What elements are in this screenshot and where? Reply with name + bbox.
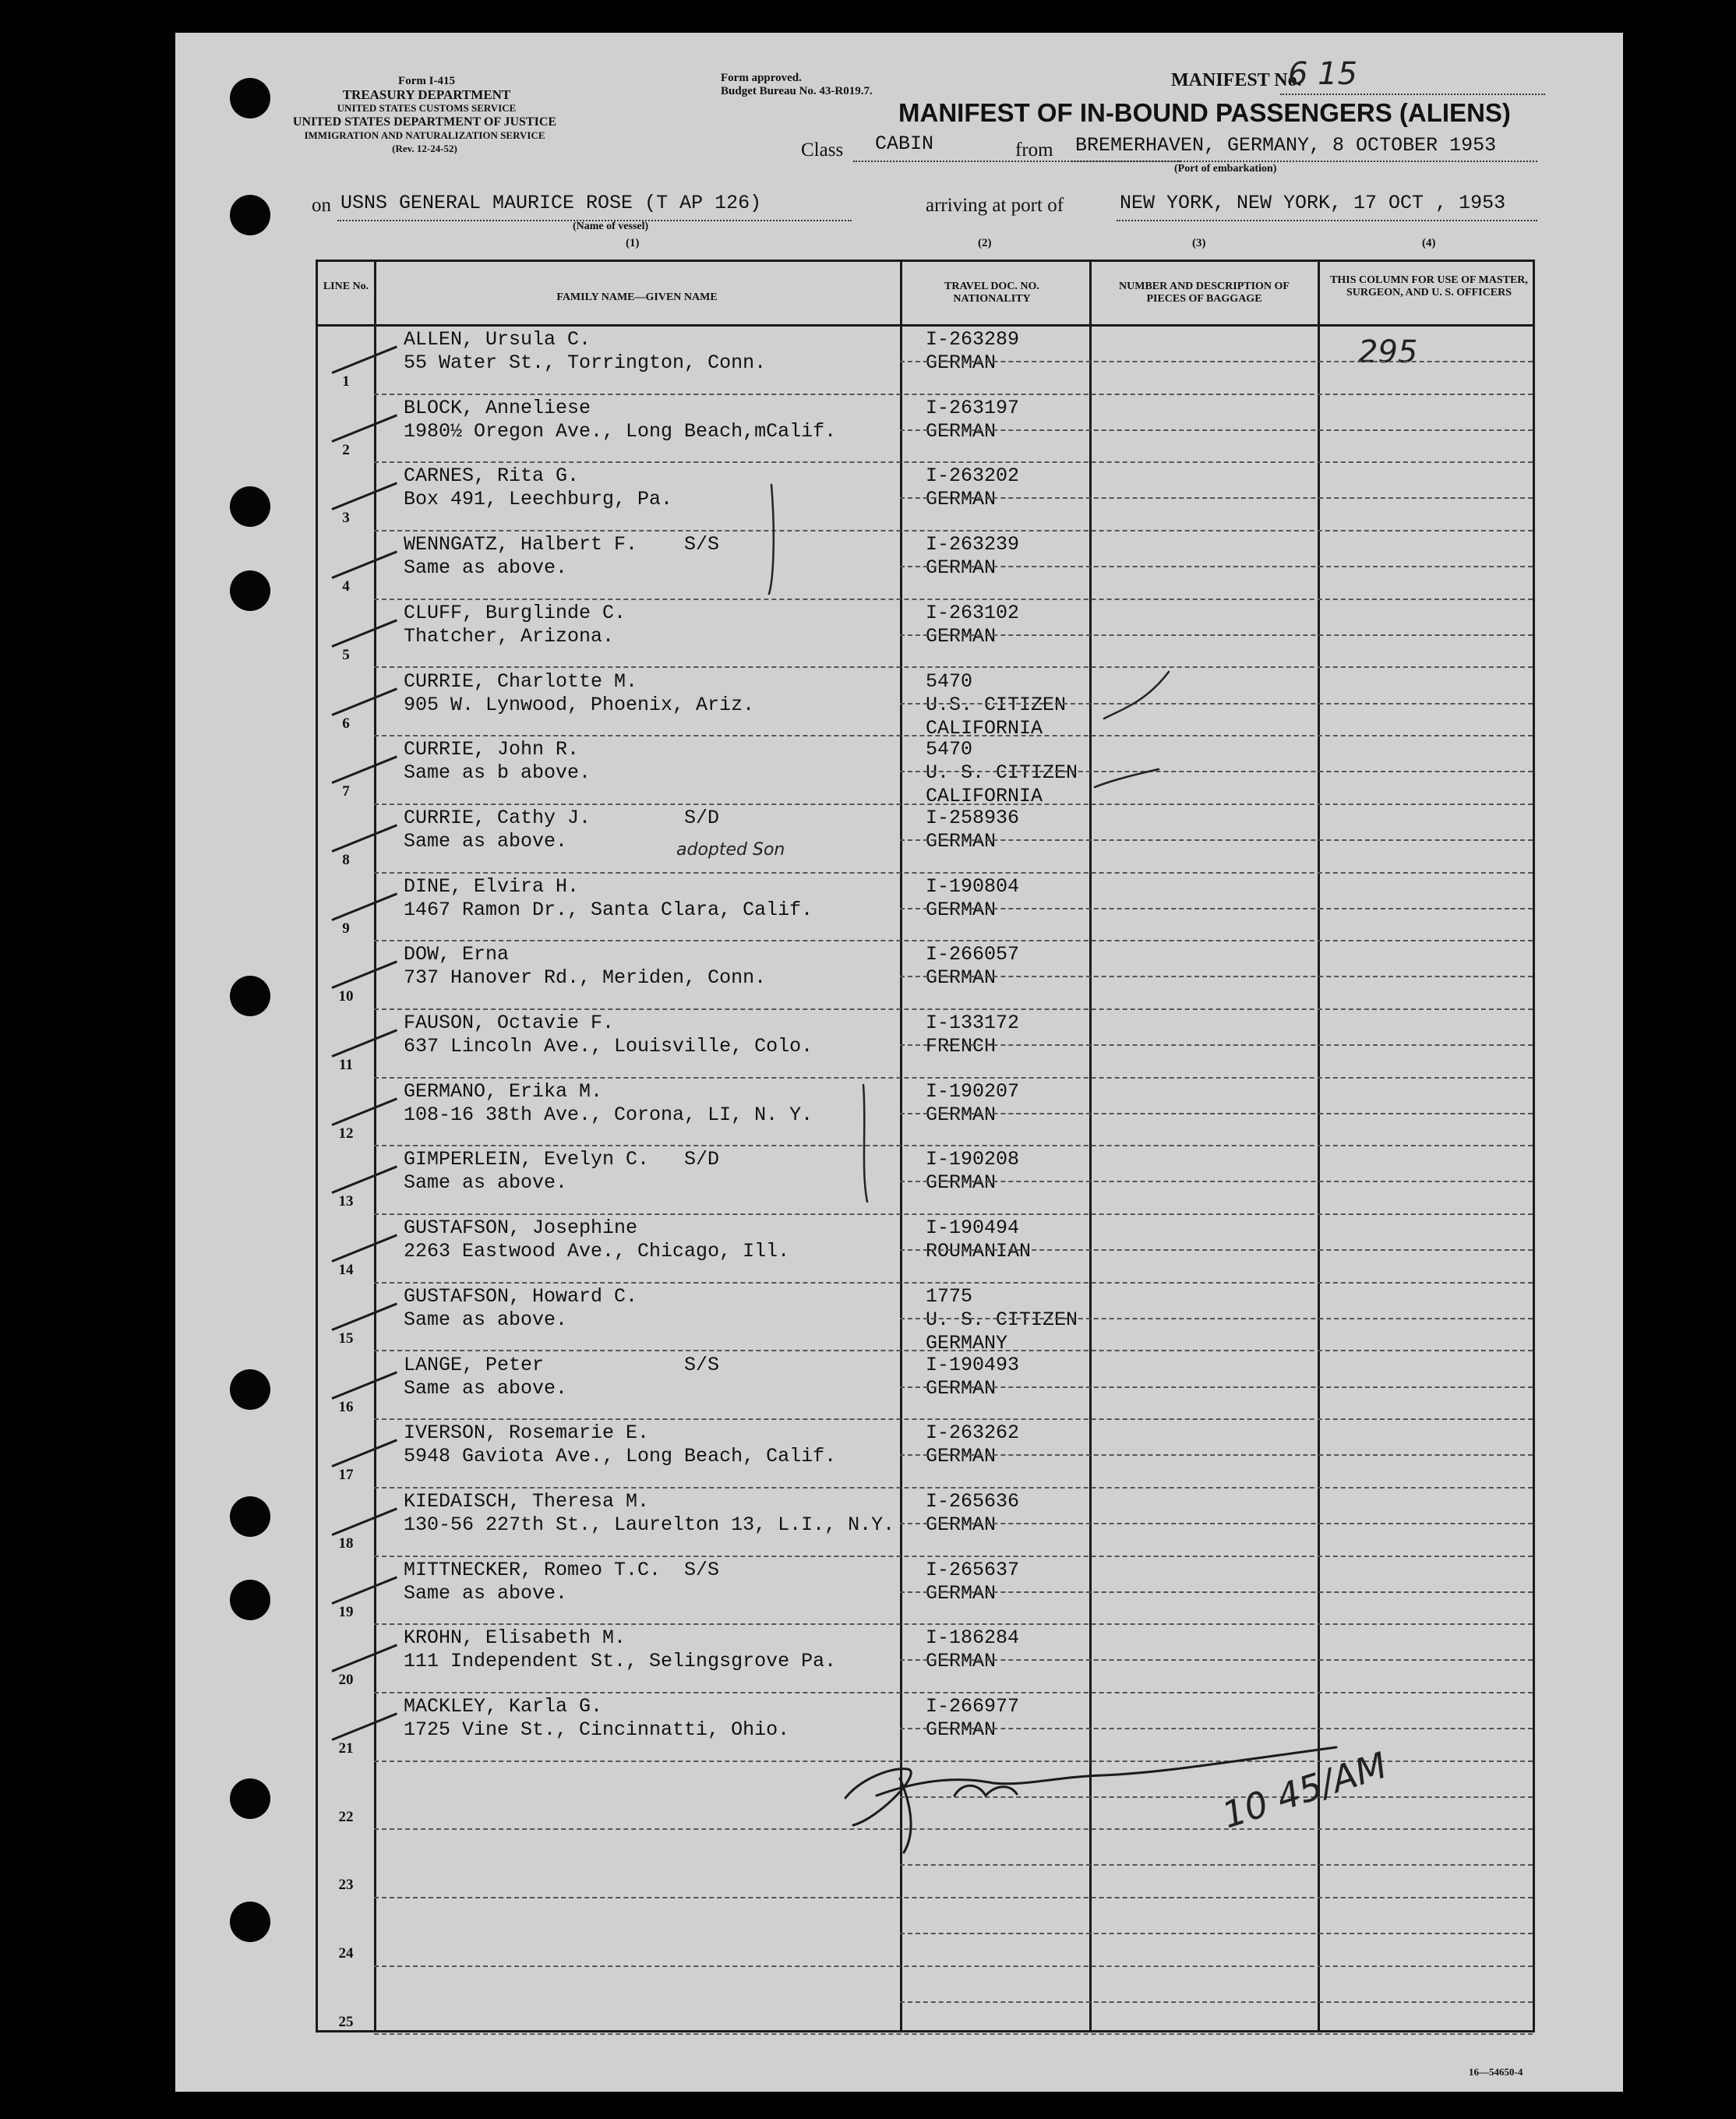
embarkation-caption: (Port of embarkation) [1174, 163, 1277, 175]
customs-service: UNITED STATES CUSTOMS SERVICE [337, 102, 517, 114]
officer-mark: 295 [1358, 334, 1418, 370]
signature-mark [845, 1747, 1336, 1852]
passenger-name: MACKLEY, Karla G. [404, 1695, 603, 1718]
travel-doc-number: I-190207 [926, 1079, 1020, 1103]
travel-doc-number: I-265637 [926, 1558, 1020, 1581]
passenger-address: Same as above. [404, 1376, 568, 1400]
line-number: 17 [338, 1467, 354, 1484]
passenger-name: KIEDAISCH, Theresa M. [404, 1489, 650, 1513]
nationality: GERMAN [926, 1650, 997, 1673]
relation-note: S/S [684, 1558, 720, 1581]
passenger-address: Same as above. [404, 1581, 568, 1605]
passenger-address: 130-56 227th St., Laurelton 13, L.I., N.Y. [404, 1513, 895, 1536]
passenger-address: 5948 Gaviota Ave., Long Beach, Calif. [404, 1445, 837, 1468]
form-revision: (Rev. 12-24-52) [392, 143, 457, 154]
from-label: from [1015, 140, 1053, 161]
passenger-address: 1980½ Oregon Ave., Long Beach,mCalif. [404, 419, 837, 443]
passenger-address: 737 Hanover Rd., Meriden, Conn. [404, 966, 767, 990]
passenger-name: GIMPERLEIN, Evelyn C. [404, 1148, 650, 1171]
time-note: 10 45/AM [1216, 1743, 1392, 1837]
travel-doc-number: 5470 [926, 669, 973, 693]
col-number-3: (3) [1192, 237, 1206, 249]
ins-service: IMMIGRATION AND NATURALIZATION SERVICE [304, 129, 545, 141]
travel-doc-number: I-190208 [926, 1148, 1020, 1171]
col-number-2: (2) [978, 237, 992, 249]
passenger-name: CURRIE, John R. [404, 738, 580, 761]
relation-note: S/S [684, 1353, 720, 1376]
col-header-officers: THIS COLUMN FOR USE OF MASTER, SURGEON, AND U. S. OFFICERS [1330, 274, 1528, 298]
manifest-label: MANIFEST No. [1171, 70, 1302, 90]
line-number: 16 [338, 1398, 354, 1415]
col-header-family-name: FAMILY NAME—GIVEN NAME [556, 291, 718, 303]
nationality: GERMAN [926, 488, 997, 511]
justice-dept: UNITED STATES DEPARTMENT OF JUSTICE [292, 115, 557, 129]
line-number: 4 [342, 578, 350, 595]
line-number: 2 [342, 441, 350, 458]
nationality: ROUMANIAN [926, 1240, 1032, 1263]
passenger-name: BLOCK, Anneliese [404, 396, 591, 419]
passenger-name: DINE, Elvira H. [404, 874, 580, 898]
travel-doc-number: I-266977 [926, 1695, 1020, 1718]
relation-note: S/D [684, 1148, 720, 1171]
passenger-address: Box 491, Leechburg, Pa. [404, 488, 673, 511]
signature-stroke [954, 1785, 1017, 1796]
passenger-address: 1467 Ramon Dr., Santa Clara, Calif. [404, 898, 813, 921]
nationality-detail: CALIFORNIA [926, 785, 1043, 808]
print-code: 16—54650-4 [1469, 2066, 1523, 2078]
nationality: GERMAN [926, 1171, 997, 1195]
col-number-4: (4) [1422, 237, 1436, 249]
line-number: 10 [338, 988, 354, 1005]
line-number: 21 [338, 1740, 354, 1757]
nationality: GERMAN [926, 1581, 997, 1605]
line-number: 15 [338, 1330, 354, 1347]
relation-note: S/S [684, 533, 720, 556]
arrival-value: NEW YORK, NEW YORK, 17 OCT , 1953 [1120, 192, 1506, 214]
line-number: 8 [342, 851, 350, 868]
travel-doc-number: I-133172 [926, 1012, 1020, 1034]
passenger-address: Thatcher, Arizona. [404, 624, 615, 648]
passenger-address: Same as above. [404, 1308, 568, 1331]
col-number-1: (1) [626, 237, 640, 249]
on-label: on [312, 195, 331, 216]
nationality: GERMAN [926, 966, 997, 990]
passenger-name: CARNES, Rita G. [404, 464, 580, 488]
nationality: GERMAN [926, 1513, 997, 1536]
line-number: 11 [339, 1057, 353, 1073]
line-number: 1 [342, 373, 350, 390]
nationality: GERMAN [926, 1103, 997, 1126]
nationality: GERMAN [926, 1718, 997, 1741]
nationality: GERMAN [926, 1376, 997, 1400]
travel-doc-number: I-186284 [926, 1626, 1020, 1650]
class-label: Class [801, 140, 844, 161]
passenger-address: 111 Independent St., Selingsgrove Pa. [404, 1650, 837, 1673]
line-number: 22 [338, 1808, 354, 1825]
line-number: 5 [342, 646, 350, 663]
nationality-detail: GERMANY [926, 1331, 1008, 1354]
line-number: 7 [342, 783, 350, 800]
nationality: GERMAN [926, 624, 997, 648]
check-mark [863, 1085, 867, 1202]
line-number: 23 [338, 1877, 354, 1894]
passenger-address: 55 Water St., Torrington, Conn. [404, 351, 767, 374]
line-number: 25 [338, 2013, 354, 2030]
nationality: FRENCH [926, 1035, 997, 1058]
form-number: Form I-415 [398, 75, 455, 87]
check-marks [769, 485, 1169, 1202]
travel-doc-number: I-190494 [926, 1217, 1020, 1240]
travel-doc-number: I-258936 [926, 806, 1020, 829]
relation-note: S/D [684, 806, 720, 829]
passenger-address: 905 W. Lynwood, Phoenix, Ariz. [404, 693, 755, 716]
nationality: GERMAN [926, 829, 997, 853]
form-approved: Form approved. [721, 72, 802, 84]
check-mark [1104, 672, 1169, 719]
nationality: GERMAN [926, 1445, 997, 1468]
travel-doc-number: 1775 [926, 1284, 973, 1308]
passenger-name: KROHN, Elisabeth M. [404, 1626, 626, 1650]
nationality: GERMAN [926, 556, 997, 580]
travel-doc-number: I-263202 [926, 464, 1020, 488]
passenger-name: WENNGATZ, Halbert F. [404, 533, 638, 556]
nationality: GERMAN [926, 351, 997, 374]
nationality: U. S. CITIZEN [926, 761, 1078, 785]
line-number: 20 [338, 1672, 354, 1689]
travel-doc-number: I-190804 [926, 874, 1020, 898]
embarkation-value: BREMERHAVEN, GERMANY, 8 OCTOBER 1953 [1075, 134, 1497, 157]
travel-doc-number: I-263102 [926, 601, 1020, 624]
nationality-detail: CALIFORNIA [926, 716, 1043, 740]
passenger-name: GERMANO, Erika M. [404, 1079, 603, 1103]
check-mark [1095, 769, 1159, 787]
travel-doc-number: I-190493 [926, 1353, 1020, 1376]
col-header-baggage: NUMBER AND DESCRIPTION OF PIECES OF BAGGAGE [1119, 281, 1290, 305]
passenger-address: 2263 Eastwood Ave., Chicago, Ill. [404, 1240, 790, 1263]
vessel-value: USNS GENERAL MAURICE ROSE (T AP 126) [340, 192, 762, 214]
passenger-address: Same as above. [404, 556, 568, 580]
treasury-dept: TREASURY DEPARTMENT [342, 87, 511, 102]
passenger-name: GUSTAFSON, Josephine [404, 1217, 638, 1240]
nationality: GERMAN [926, 419, 997, 443]
passenger-name: MITTNECKER, Romeo T.C. [404, 1558, 662, 1581]
col-header-travel-doc: TRAVEL DOC. NO. NATIONALITY [944, 281, 1039, 305]
manifest-title: MANIFEST OF IN-BOUND PASSENGERS (ALIENS) [898, 98, 1511, 127]
signature-stroke [845, 1747, 1336, 1825]
line-number: 18 [338, 1535, 354, 1552]
passenger-address: 1725 Vine St., Cincinnatti, Ohio. [404, 1718, 790, 1741]
passenger-name: FAUSON, Octavie F. [404, 1012, 615, 1034]
passenger-name: LANGE, Peter [404, 1353, 545, 1376]
line-number: 14 [338, 1262, 354, 1279]
travel-doc-number: I-263239 [926, 533, 1020, 556]
budget-bureau: Budget Bureau No. 43-R019.7. [721, 85, 873, 97]
line-number: 13 [338, 1193, 354, 1210]
travel-doc-number: I-263262 [926, 1421, 1020, 1445]
passenger-address: Same as above. [404, 1171, 568, 1195]
travel-doc-number: I-263289 [926, 328, 1020, 351]
passenger-name: CURRIE, Charlotte M. [404, 669, 638, 693]
passenger-name: IVERSON, Rosemarie E. [404, 1421, 650, 1445]
travel-doc-number: 5470 [926, 738, 973, 761]
line-number: 19 [338, 1603, 354, 1620]
check-mark [769, 485, 774, 594]
line-number: 3 [342, 510, 350, 527]
passenger-address: Same as b above. [404, 761, 591, 785]
manifest-sheet [175, 33, 1623, 2092]
line-number: 6 [342, 715, 350, 732]
travel-doc-number: I-263197 [926, 396, 1020, 419]
nationality: GERMAN [926, 898, 997, 921]
passenger-name: DOW, Erna [404, 943, 510, 966]
passenger-name: CURRIE, Cathy J. [404, 806, 591, 829]
arriving-label: arriving at port of [926, 195, 1064, 216]
col-header-line-no: LINE No. [323, 281, 369, 292]
passenger-address: Same as above. [404, 829, 568, 853]
adopted-note: adopted Son [676, 840, 785, 860]
passenger-address: 108-16 38th Ave., Corona, LI, N. Y. [404, 1103, 813, 1126]
passenger-address: 637 Lincoln Ave., Louisville, Colo. [404, 1035, 813, 1058]
class-value: CABIN [875, 132, 934, 155]
nationality: U.S. CITIZEN [926, 693, 1067, 716]
manifest-number: 6 15 [1288, 56, 1358, 92]
line-number: 9 [342, 920, 350, 937]
passenger-name: CLUFF, Burglinde C. [404, 601, 626, 624]
passenger-name: ALLEN, Ursula C. [404, 328, 591, 351]
vessel-caption: (Name of vessel) [573, 221, 649, 232]
line-number: 12 [338, 1125, 354, 1142]
travel-doc-number: I-265636 [926, 1489, 1020, 1513]
handwritten-marks [175, 33, 1623, 2092]
passenger-name: GUSTAFSON, Howard C. [404, 1284, 638, 1308]
line-number: 24 [338, 1945, 354, 1962]
travel-doc-number: I-266057 [926, 943, 1020, 966]
nationality: U. S. CITIZEN [926, 1308, 1078, 1331]
